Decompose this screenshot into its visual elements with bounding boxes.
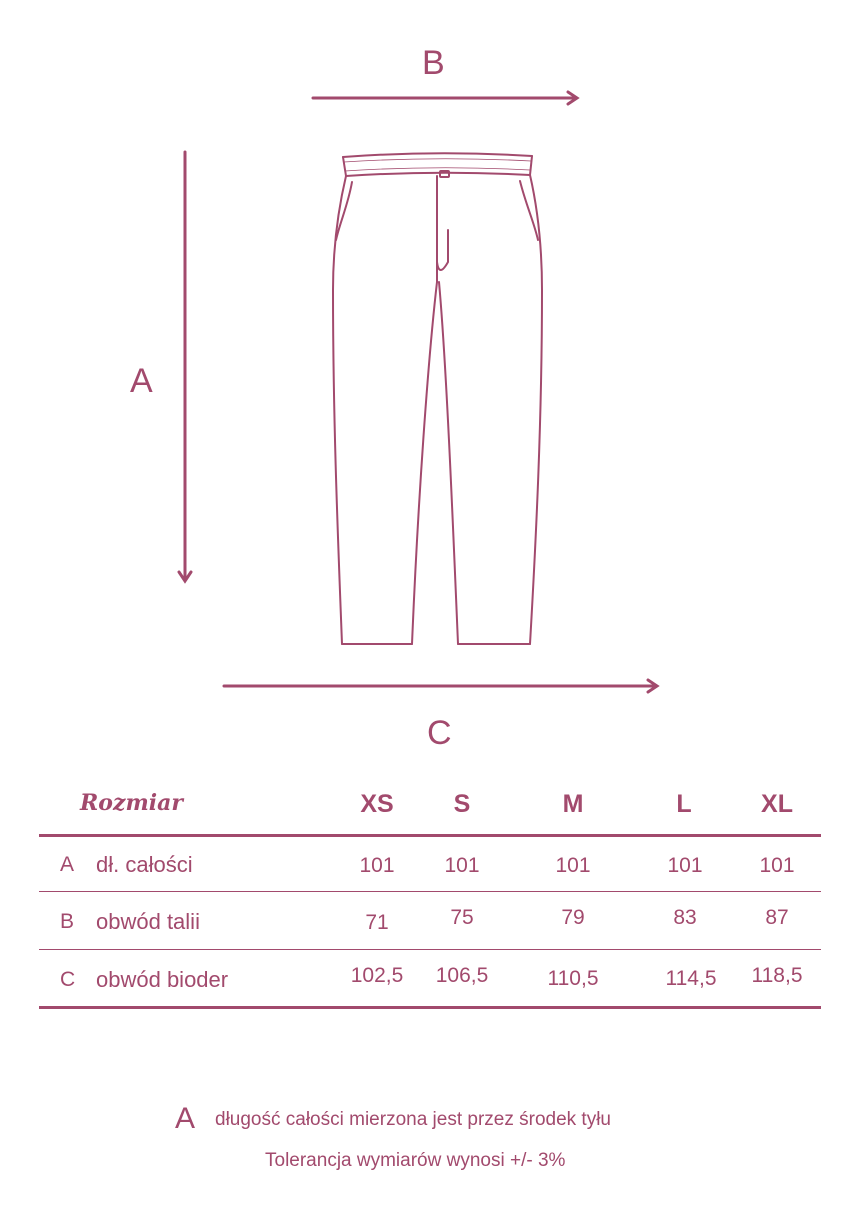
table-cell: 118,5 [751, 964, 803, 987]
size-header-l: L [676, 790, 692, 818]
trousers-outline-icon [333, 153, 542, 644]
note-letter: A [175, 1102, 196, 1135]
table-cell: 101 [759, 854, 795, 877]
table-cell: 101 [667, 854, 703, 877]
table-cell: 87 [765, 906, 789, 929]
table-cell: 114,5 [665, 967, 717, 990]
arrow-b [313, 92, 577, 104]
table-cell: 101 [444, 854, 480, 877]
row-label: obwód talii [96, 909, 200, 934]
table-brand: Rozmiar [80, 790, 183, 816]
table-cell: 101 [555, 854, 591, 877]
note-line-1: długość całości mierzona jest przez środek tyłu [215, 1109, 612, 1130]
row-letter: C [60, 968, 76, 991]
table-cell: 75 [450, 906, 474, 929]
table-cell: 102,5 [350, 964, 404, 987]
dimension-label-c: C [427, 714, 452, 752]
row-letter: A [60, 853, 75, 876]
arrow-a [179, 152, 191, 581]
table-cell: 83 [673, 906, 697, 929]
size-header-m: M [562, 790, 584, 818]
table-cell: 101 [359, 854, 395, 877]
table-cell: 106,5 [435, 964, 489, 987]
table-cell: 110,5 [547, 967, 599, 990]
table-rule-top [39, 834, 821, 837]
table-rule [39, 949, 821, 950]
size-header-s: S [453, 790, 471, 818]
arrow-c [224, 680, 657, 692]
size-header-xs: XS [360, 790, 394, 818]
table-cell: 71 [365, 911, 389, 934]
table-rule [39, 891, 821, 892]
table-cell: 79 [561, 906, 585, 929]
row-label: obwód bioder [96, 967, 229, 992]
dimension-label-a: A [130, 362, 153, 400]
row-label: dł. całości [96, 852, 193, 877]
row-letter: B [60, 910, 75, 933]
table-rule-bottom [39, 1006, 821, 1009]
note-line-2: Tolerancja wymiarów wynosi +/- 3% [265, 1150, 566, 1171]
size-header-xl: XL [761, 790, 793, 818]
dimension-label-b: B [422, 44, 445, 82]
